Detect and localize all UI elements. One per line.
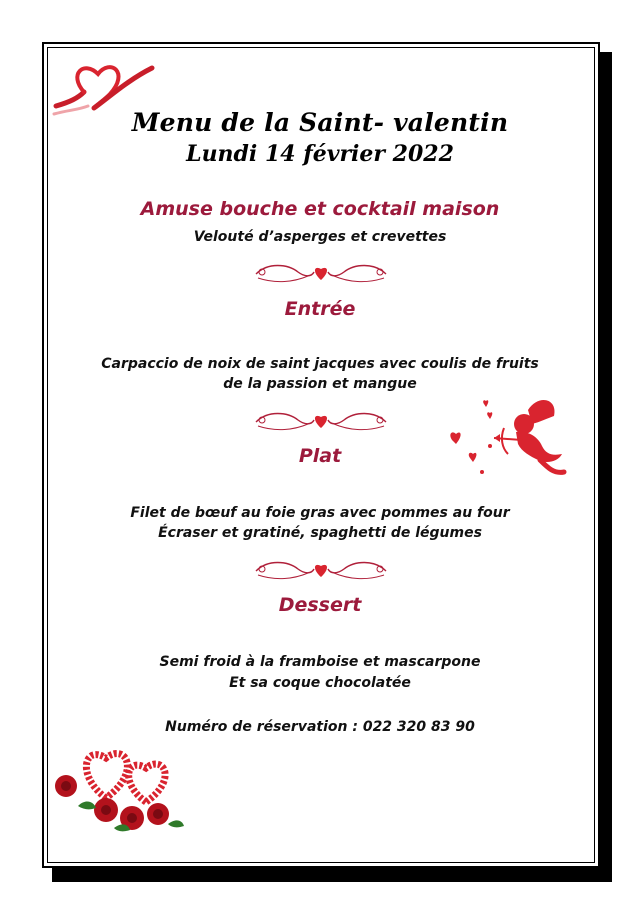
heart-scroll-ornament-icon bbox=[248, 557, 394, 583]
heart-scroll-ornament-icon bbox=[248, 408, 394, 434]
cupid-icon bbox=[442, 388, 574, 486]
menu-item-line: de la passion et mangue bbox=[223, 376, 417, 392]
menu-item-line: Écraser et gratiné, spaghetti de légumes bbox=[158, 525, 482, 541]
menu-item-line: Carpaccio de noix de saint jacques avec coulis de fruits bbox=[101, 356, 539, 372]
section-heading-entree: Entrée bbox=[284, 298, 356, 320]
reservation-phone: Numéro de réservation : 022 320 83 90 bbox=[165, 719, 475, 735]
section-heading-amuse-bouche: Amuse bouche et cocktail maison bbox=[140, 198, 500, 220]
rose-hearts-icon bbox=[50, 736, 200, 836]
menu-item-line: Velouté d’asperges et crevettes bbox=[193, 229, 447, 245]
section-heading-dessert: Dessert bbox=[278, 594, 362, 616]
menu-item-line: Semi froid à la framboise et mascarpone bbox=[159, 654, 481, 670]
menu-item-line: Filet de bœuf au foie gras avec pommes au four bbox=[130, 505, 510, 521]
menu-item-line: Et sa coque chocolatée bbox=[229, 675, 411, 691]
section-heading-plat: Plat bbox=[298, 445, 342, 467]
heart-scroll-ornament-icon bbox=[248, 260, 394, 286]
menu-title: Menu de la Saint- valentin bbox=[131, 108, 509, 137]
menu-date: Lundi 14 février 2022 bbox=[186, 141, 454, 167]
